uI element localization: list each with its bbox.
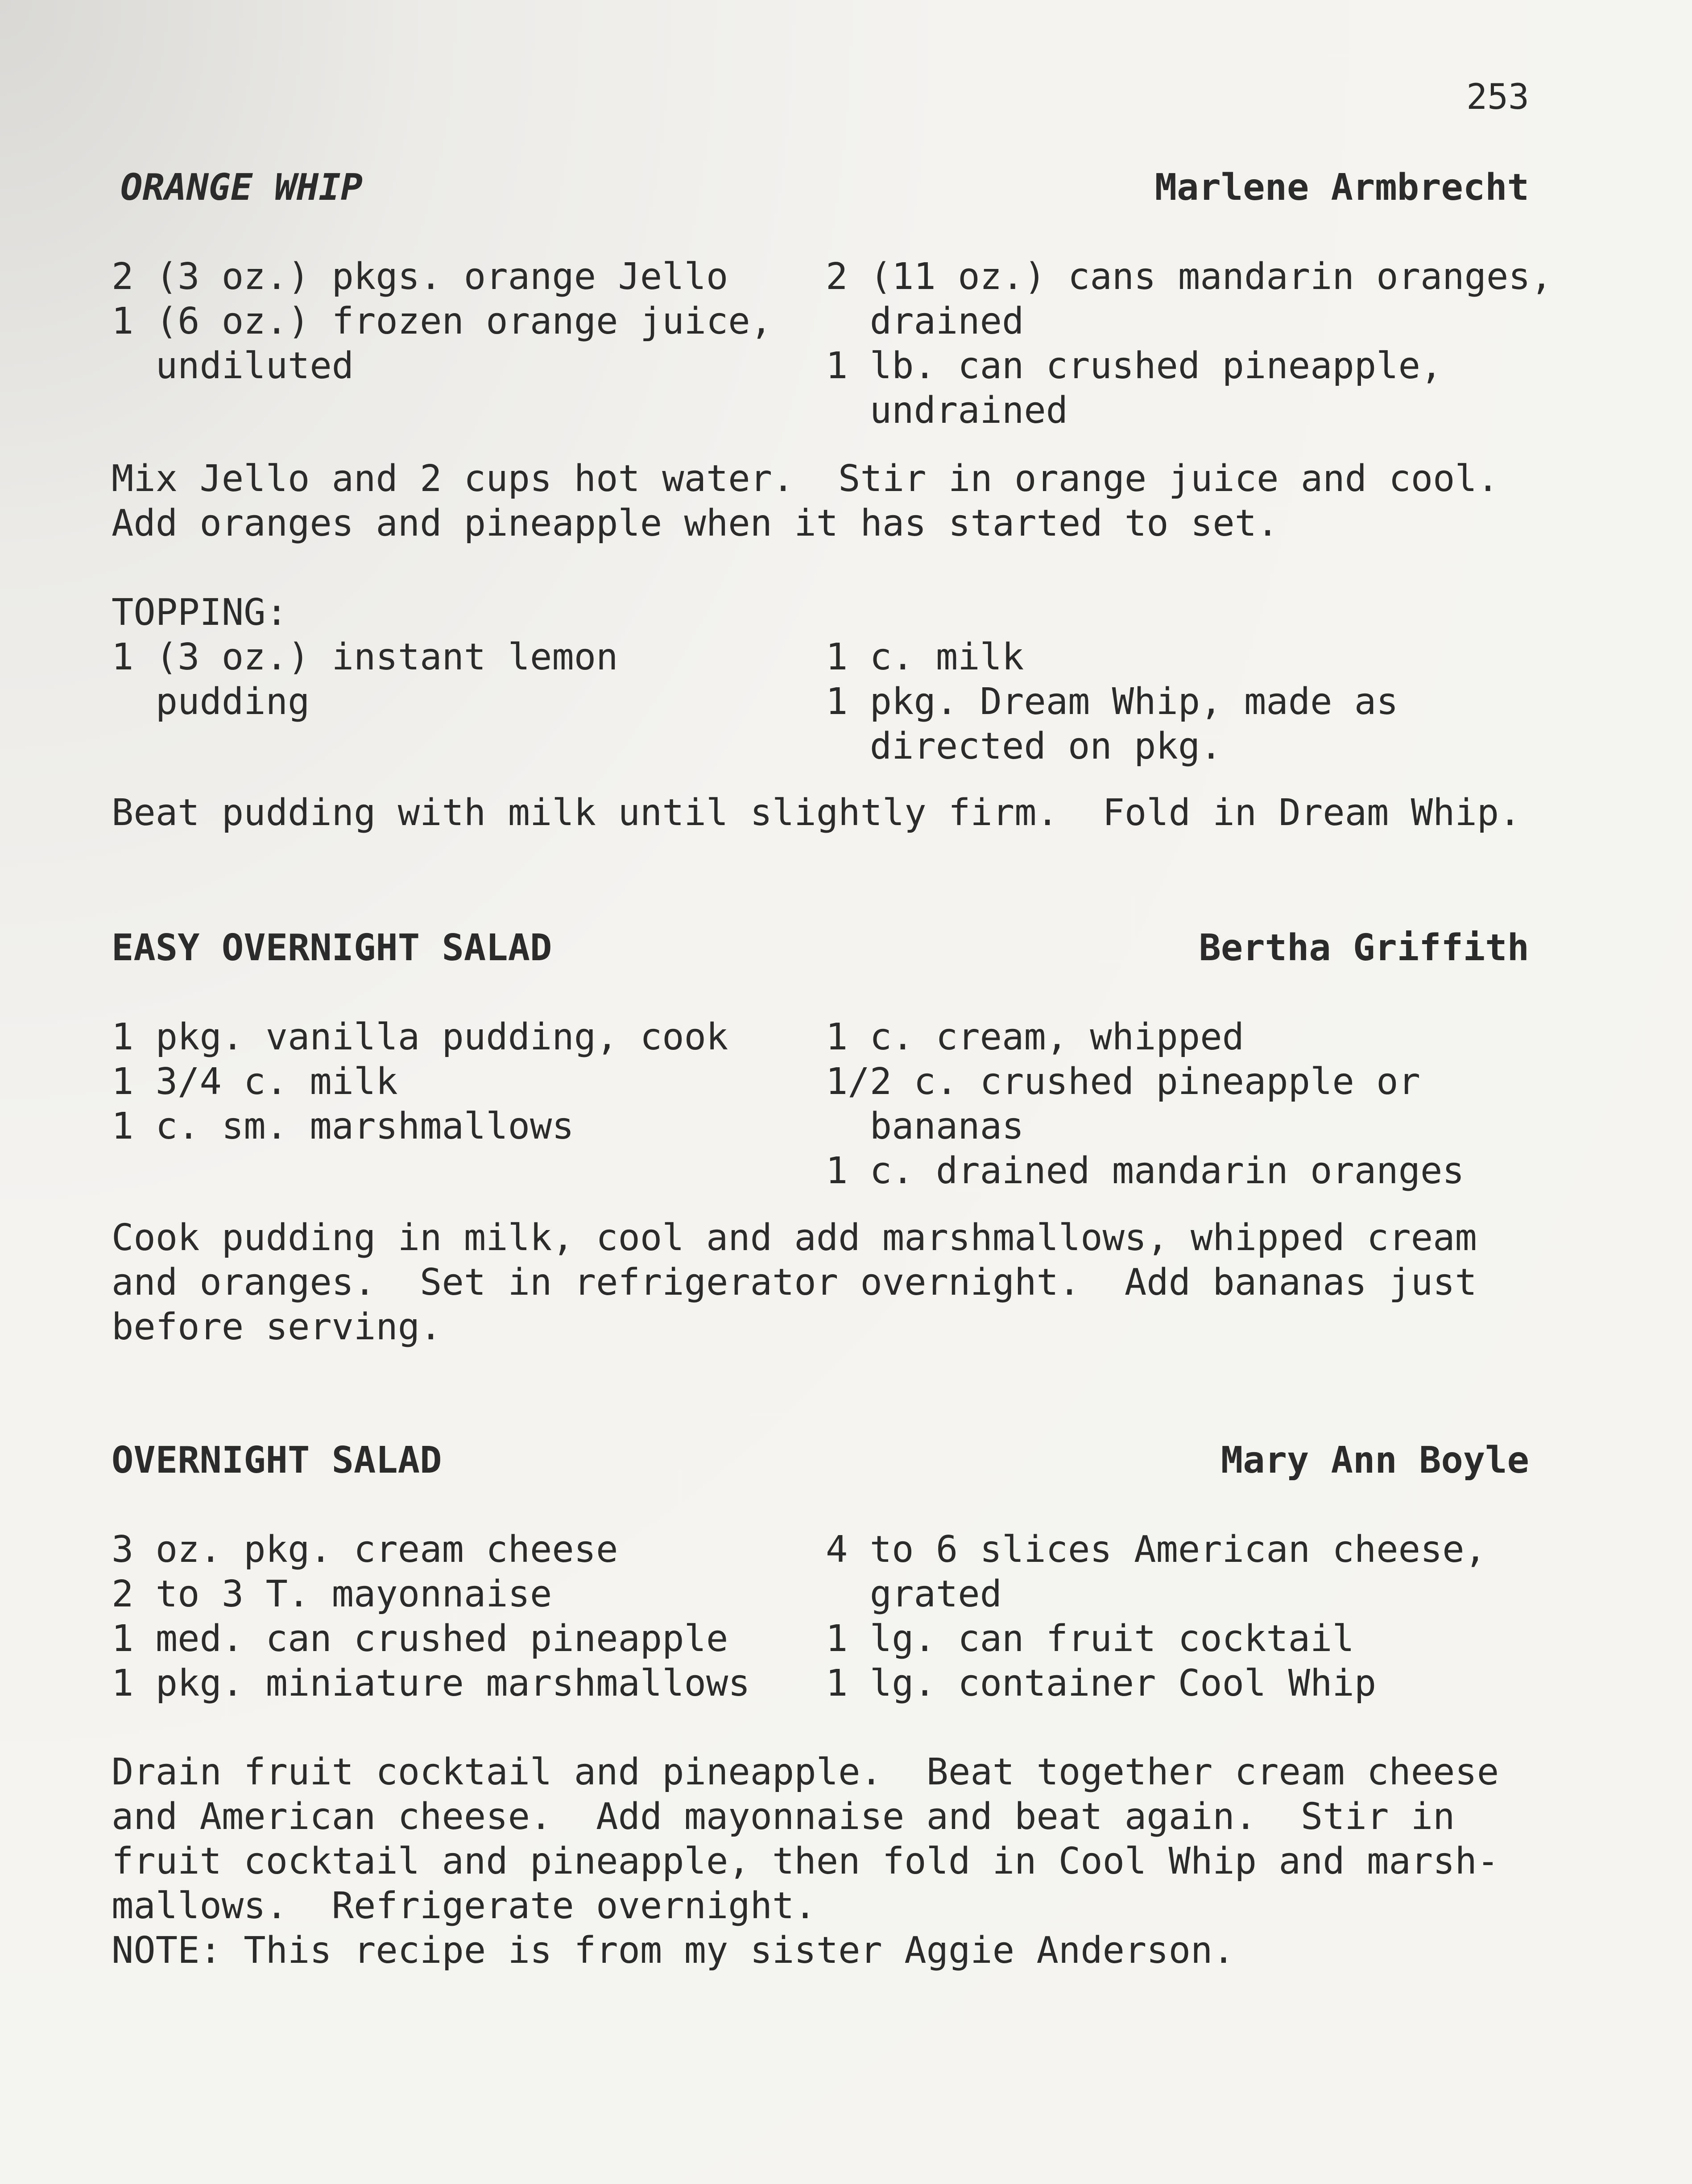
directions-line: Mix Jello and 2 cups hot water. Stir in orange juice and cool. bbox=[112, 458, 1499, 500]
ingredient-line: 1 pkg. miniature marshmallows bbox=[112, 1662, 750, 1705]
ingredient-line: bananas bbox=[826, 1105, 1024, 1148]
ingredient-line: drained bbox=[826, 300, 1024, 343]
directions-line: NOTE: This recipe is from my sister Aggie Anderson. bbox=[112, 1929, 1235, 1972]
directions-line: mallows. Refrigerate overnight. bbox=[112, 1885, 816, 1927]
directions-line: Add oranges and pineapple when it has started to set. bbox=[112, 502, 1279, 545]
recipe-title: OVERNIGHT SALAD bbox=[112, 1439, 442, 1482]
ingredient-line: pudding bbox=[112, 681, 310, 723]
page-number: 253 bbox=[1466, 77, 1529, 117]
ingredient-line: undrained bbox=[826, 389, 1068, 432]
directions-line: Beat pudding with milk until slightly firm. Fold in Dream Whip. bbox=[112, 792, 1521, 834]
directions-line: and American cheese. Add mayonnaise and beat again. Stir in bbox=[112, 1796, 1455, 1838]
ingredient-line: 4 to 6 slices American cheese, bbox=[826, 1528, 1487, 1571]
directions-line: Cook pudding in milk, cool and add marshmallows, whipped cream bbox=[112, 1217, 1477, 1259]
ingredient-line: 1 lg. container Cool Whip bbox=[826, 1662, 1377, 1705]
ingredient-line: 1 med. can crushed pineapple bbox=[112, 1618, 728, 1660]
ingredient-line: 1 (6 oz.) frozen orange juice, bbox=[112, 300, 773, 343]
directions-line: fruit cocktail and pineapple, then fold in Cool Whip and marsh- bbox=[112, 1840, 1499, 1883]
ingredient-line: directed on pkg. bbox=[826, 725, 1222, 768]
recipe-title: EASY OVERNIGHT SALAD bbox=[112, 927, 552, 969]
directions-line: Drain fruit cocktail and pineapple. Beat together cream cheese bbox=[112, 1751, 1499, 1793]
ingredient-line: 1 lg. can fruit cocktail bbox=[826, 1618, 1354, 1660]
topping-label: TOPPING: bbox=[112, 591, 288, 634]
directions-line: before serving. bbox=[112, 1306, 442, 1348]
directions-line: and oranges. Set in refrigerator overnight. Add bananas just bbox=[112, 1261, 1477, 1304]
ingredient-line: 1 c. milk bbox=[826, 636, 1024, 678]
ingredient-line: grated bbox=[826, 1573, 1002, 1615]
recipe-author: Mary Ann Boyle bbox=[1220, 1439, 1529, 1482]
ingredient-line: 1 pkg. Dream Whip, made as bbox=[826, 681, 1398, 723]
ingredient-line: 1 pkg. vanilla pudding, cook bbox=[112, 1016, 728, 1058]
ingredient-line: 1 3/4 c. milk bbox=[112, 1061, 398, 1103]
ingredient-line: 3 oz. pkg. cream cheese bbox=[112, 1528, 618, 1571]
ingredient-line: 1/2 c. crushed pineapple or bbox=[826, 1061, 1420, 1103]
ingredient-line: 2 (3 oz.) pkgs. orange Jello bbox=[112, 256, 728, 298]
ingredient-line: 1 c. drained mandarin oranges bbox=[826, 1150, 1464, 1192]
ingredient-line: 2 (11 oz.) cans mandarin oranges, bbox=[826, 256, 1553, 298]
ingredient-line: 1 c. cream, whipped bbox=[826, 1016, 1244, 1058]
ingredient-line: 2 to 3 T. mayonnaise bbox=[112, 1573, 552, 1615]
ingredient-line: 1 (3 oz.) instant lemon bbox=[112, 636, 618, 678]
recipe-author: Bertha Griffith bbox=[1199, 927, 1529, 969]
ingredient-line: 1 c. sm. marshmallows bbox=[112, 1105, 574, 1148]
recipe-author: Marlene Armbrecht bbox=[1154, 166, 1529, 209]
recipe-title: ORANGE WHIP bbox=[120, 166, 363, 209]
ingredient-line: 1 lb. can crushed pineapple, bbox=[826, 345, 1443, 387]
ingredient-line: undiluted bbox=[112, 345, 354, 387]
